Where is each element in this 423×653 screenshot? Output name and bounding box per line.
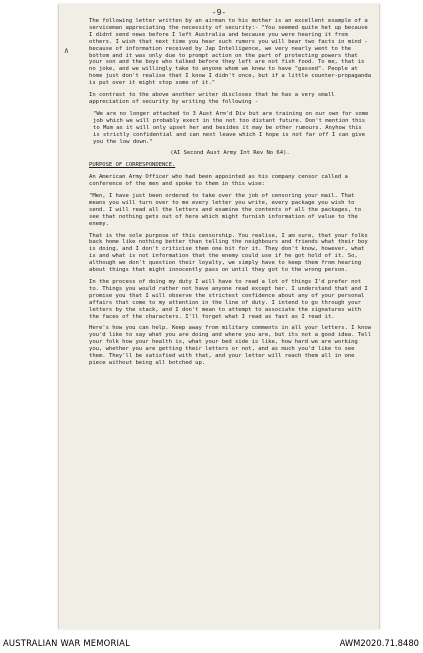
paragraph-censor-speech-3: In the process of doing my duty I will have to read a lot of things I'd prefer not to. Things you would rather not have anyone read except her. I understand that and I promise you that I will observe the strictest confidence about any of your personal affairs that come to my attention in the line of duty. I intend to go through your letters by the stack, and I don't mean to attempt to associate the signatures with the faces of the characters. I'll forget what I read as fast as I read it. xyxy=(89,279,368,320)
margin-mark: ∧ xyxy=(64,46,69,55)
archive-name: AUSTRALIAN WAR MEMORIAL xyxy=(3,638,130,648)
citation: (AI Second Aust Army Int Rev No 64). xyxy=(170,150,290,157)
paragraph-censor-speech-4: Here's how you can help. Keep away from military comments in all your letters. I know you'd like to say what you are doing and where you are, but its not a good idea. Tell your folk how your health is, what your bed side is like, how hard we are working you, whether you are getting their letters or not, and as much you'd like to see them. They'll be satisfied with that, and your letter will reach them all in one piece without being all botched up. xyxy=(89,325,372,366)
archive-footer xyxy=(0,634,423,653)
paragraph-contrast: In contrast to the above another writer discloses that he has a very small appreciation of security by writing the following - xyxy=(89,92,335,105)
paragraph-censor-speech-1: "Men, I have just been ordered to take over the job of censoring your mail. That means you will turn over to me every letter you write, every package you wish to send. I will read all the letters and examine the contents of all the packages, to see that nothing gets out of here which might furnish information of value to the enemy. xyxy=(89,193,362,227)
document-page xyxy=(58,4,380,629)
paragraph-airman-letter: The following letter written by an airman to his mother is an excellent example of a serviceman appreciating the necessity of security:- "You seemed quite het up because I didnt send news before I left Australia and because you were hearing it from others. I wish that next time you hear such rumors you will bear two facts in mind - because of information received by Jap Intelligence, we very nearly went to the bottom and it was only due to prompt action on the part of protecting powers that your son and the boys who talked before they left are not fish food. To me, that is no joke, and we willingly take to anyone whom we knew to have "gassed". People at home just don't realise that I know I didn't once, but if a little counter-propaganda is put over it might stop some of it." xyxy=(89,18,372,87)
archive-reference: AWM2020.71.8480 xyxy=(339,638,419,648)
page-number: -9- xyxy=(211,8,227,17)
paragraph-quoted-letter: "We are no longer attached to 3 Aust Arm'd Div but are training on our own for some job which we will probably exect in the not too distant future. Don't mention this to Mum as it will only upset her and besides it may be other rumours. Anyhow this is strictly confidential and can next leave which I hope is not far off I can give you the low down." xyxy=(93,110,369,145)
paragraph-officer-intro: An American Army Officer who had been appointed as his company censor called a conference of the men and spoke to them in this wise: xyxy=(89,174,348,188)
document-body xyxy=(89,18,371,372)
section-heading: PURPOSE OF CORRESPONDENCE. xyxy=(89,162,176,169)
paragraph-censor-speech-2: That is the sole purpose of this censorship. You realise, I am sure, that your folks back home like nothing better than telling the neighbours and friends what their boy is doing, and I don't criticise them one bit for it. They don't know, however, what is and what is not information that the enemy could use if he got hold of it. So, although we don't question their loyalty, we simply have to keep them from hearing about things that might innocently pass on until they got to the wrong person. xyxy=(89,232,368,274)
